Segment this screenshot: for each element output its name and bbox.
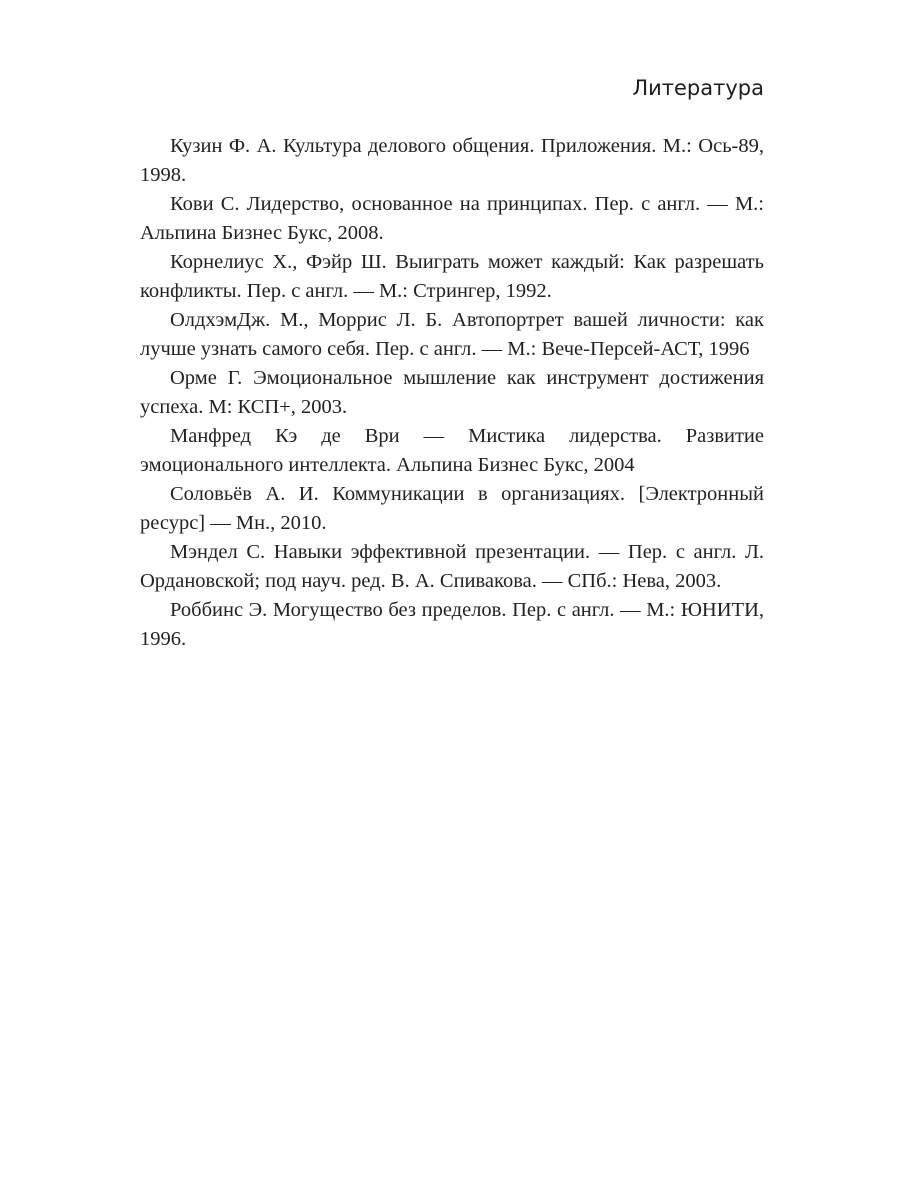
bibliography-list	[140, 132, 764, 654]
bibliography-entry: Мэндел С. Навыки эффективной презентации. — Пер. с англ. Л. Ордановской; под науч. ред. В. А. Спивакова. — СПб.: Нева, 2003.	[140, 541, 764, 592]
bibliography-entry: Орме Г. Эмоциональное мышление как инструмент достижения успеха. М: КСП+, 2003.	[140, 367, 764, 418]
bibliography-entry: Кузин Ф. А. Культура делового общения. Приложения. М.: Ось-89, 1998.	[140, 135, 764, 186]
bibliography-entry: Корнелиус Х., Фэйр Ш. Выиграть может каждый: Как разрешать конфликты. Пер. с англ. — М.: Стрингер, 1992.	[140, 251, 764, 302]
bibliography-entry: ОлдхэмДж. М., Моррис Л. Б. Автопортрет вашей личности: как лучше узнать самого себя. Пер. с англ. — М.: Вече-Персей-АСТ, 1996	[140, 309, 764, 360]
bibliography-entry: Кови С. Лидерство, основанное на принципах. Пер. с англ. — М.: Альпина Бизнес Букс, 2008.	[140, 193, 764, 244]
bibliography-entry: Манфред Кэ де Ври — Мистика лидерства. Развитие эмоционального интеллекта. Альпина Бизнес Букс, 2004	[140, 425, 764, 476]
bibliography-entry: Соловьёв А. И. Коммуникации в организациях. [Электронный ресурс] — Мн., 2010.	[140, 483, 764, 534]
running-head: Литература	[632, 76, 764, 100]
bibliography-entry: Роббинс Э. Могущество без пределов. Пер. с англ. — М.: ЮНИТИ, 1996.	[140, 599, 764, 650]
